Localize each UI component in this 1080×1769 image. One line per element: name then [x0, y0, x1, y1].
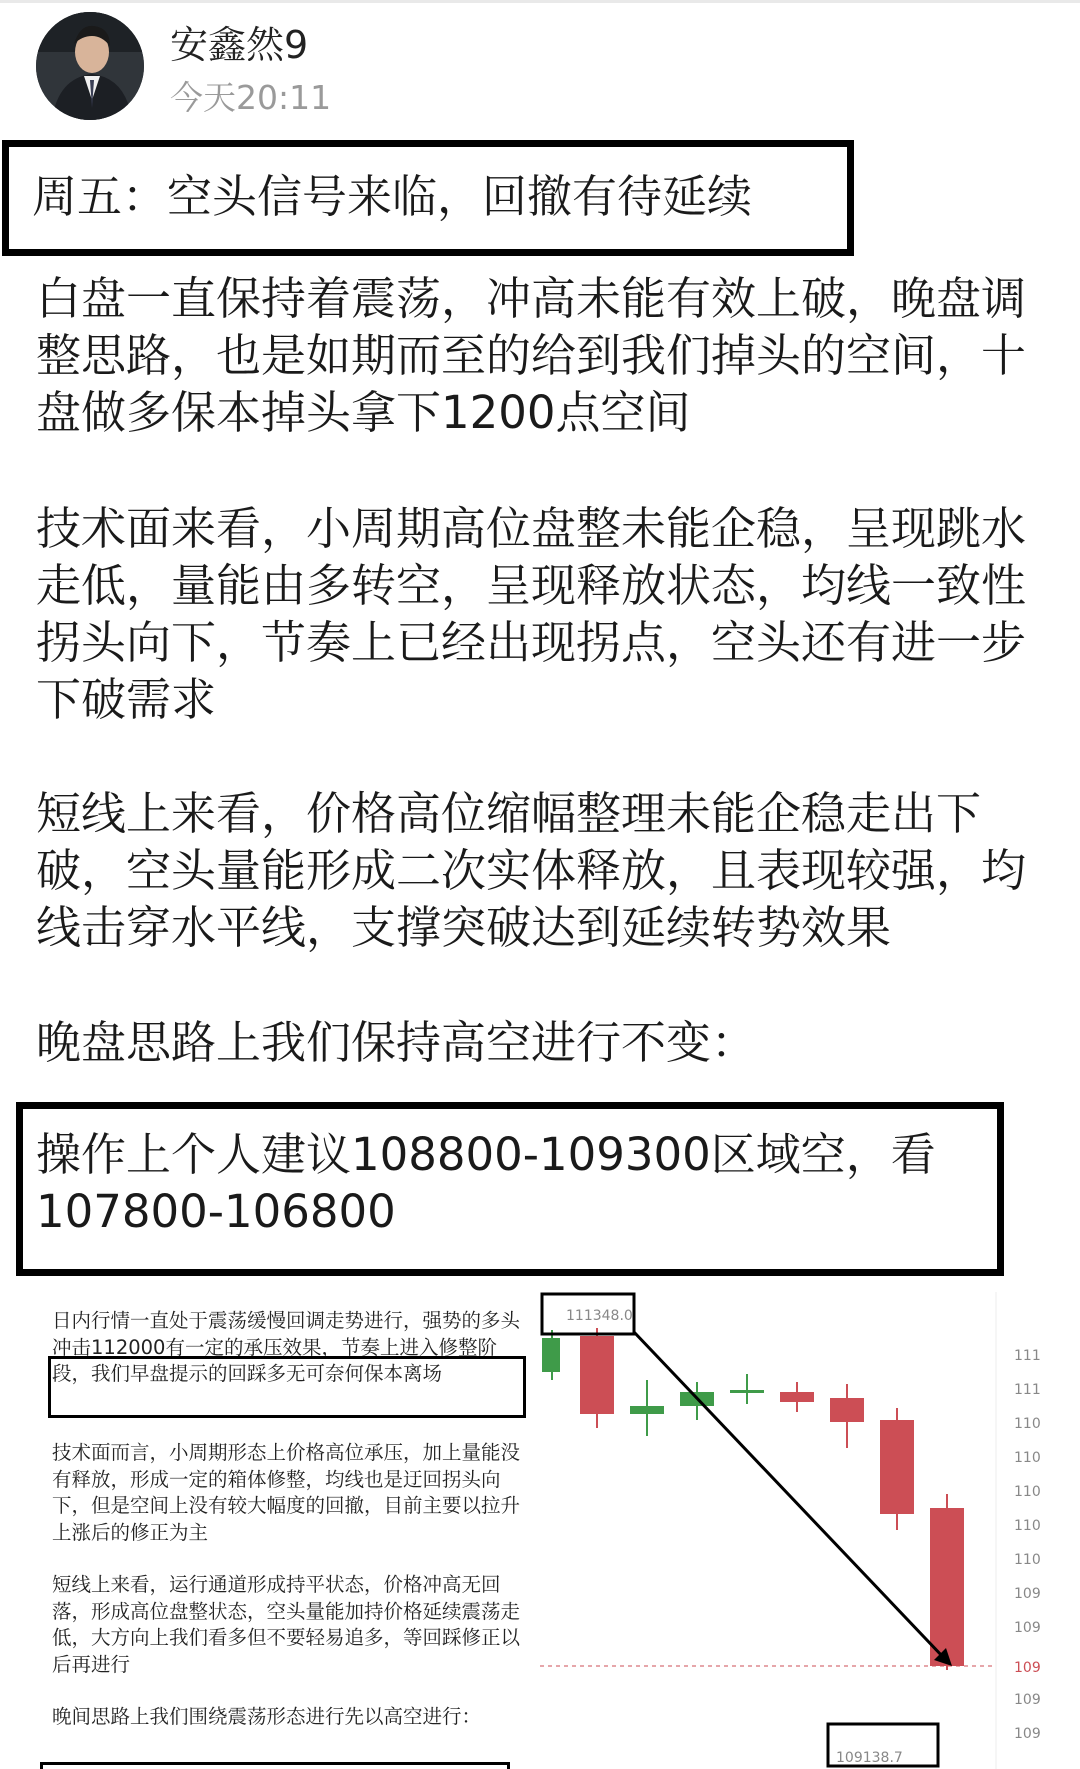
- axis-label-4: 110: [1014, 1450, 1041, 1466]
- axis-label-11: 109: [1014, 1726, 1041, 1742]
- axis-label-10: 109: [1014, 1692, 1041, 1708]
- note-paragraph-4: 晚间思路上我们围绕震荡形态进行先以高空进行：: [52, 1705, 482, 1728]
- note-paragraph-1: 日内行情一直处于震荡缓慢回调走势进行，强势的多头冲击112000有一定的承压效果，节奏上进入修整阶段，我们早盘提示的回踩多无可奈何保本离场: [52, 1309, 521, 1385]
- note-highlight-frame: [48, 1356, 526, 1418]
- axis-label-6: 110: [1014, 1518, 1041, 1534]
- axis-label-7: 110: [1014, 1552, 1041, 1568]
- note-paragraph-2: 技术面而言，小周期形态上价格高位承压，加上量能没有释放，形成一定的箱体修整，均线也是迂回拐头向下，但是空间上没有较大幅度的回撤，目前主要以拉升上涨后的修正为主: [52, 1441, 521, 1544]
- note-paragraph-3: 短线上来看，运行通道形成持平状态，价格冲高无回落，形成高位盘整状态，空头量能加持价格延续震荡走低，大方向上我们看多但不要轻易追多，等回踩修正以后再进行: [52, 1573, 521, 1676]
- post-title: 周五：空头信号来临，回撤有待延续: [32, 170, 753, 223]
- paragraph-technical: 技术面来看，小周期高位盘整未能企稳，呈现跳水走低，量能由多转空，呈现释放状态，均线一致性拐头向下，节奏上已经出现拐点，空头还有进一步下破需求: [36, 502, 1027, 726]
- avatar-photo: [36, 12, 144, 120]
- current-price-tag: 109: [1014, 1660, 1041, 1676]
- axis-label-2: 111: [1014, 1382, 1041, 1398]
- axis-label-1: 111: [1014, 1348, 1041, 1364]
- body-layer: [542, 1336, 964, 1666]
- operation-advice: 操作上个人建议108800-109300区域空，看107800-106800: [36, 1128, 936, 1238]
- price-axis: [1014, 1348, 1041, 1742]
- paragraph-evening: 晚盘思路上我们保持高空进行不变：: [36, 1016, 757, 1069]
- note-bottom-frame: [40, 1762, 510, 1769]
- embedded-screenshot[interactable]: [0, 1292, 1080, 1769]
- author-name[interactable]: 安鑫然9: [170, 23, 309, 67]
- high-price-label: 111348.0: [566, 1308, 633, 1324]
- top-divider: [0, 0, 1080, 3]
- candlestick-chart: [540, 1292, 1080, 1769]
- low-price-label: 109138.7: [836, 1750, 903, 1766]
- author-avatar[interactable]: [36, 12, 144, 120]
- axis-label-3: 110: [1014, 1416, 1041, 1432]
- axis-label-5: 110: [1014, 1484, 1041, 1500]
- axis-label-8: 109: [1014, 1586, 1041, 1602]
- paragraph-intro: 白盘一直保持着震荡，冲高未能有效上破，晚盘调整思路，也是如期而至的给到我们掉头的空间，十盘做多保本掉头拿下1200点空间: [36, 272, 1027, 439]
- paragraph-short-term: 短线上来看，价格高位缩幅整理未能企稳走出下破，空头量能形成二次实体释放，且表现较强，均线击穿水平线，支撑突破达到延续转势效果: [36, 787, 1027, 954]
- axis-label-9: 109: [1014, 1620, 1041, 1636]
- post-time: 今天20:11: [170, 78, 332, 117]
